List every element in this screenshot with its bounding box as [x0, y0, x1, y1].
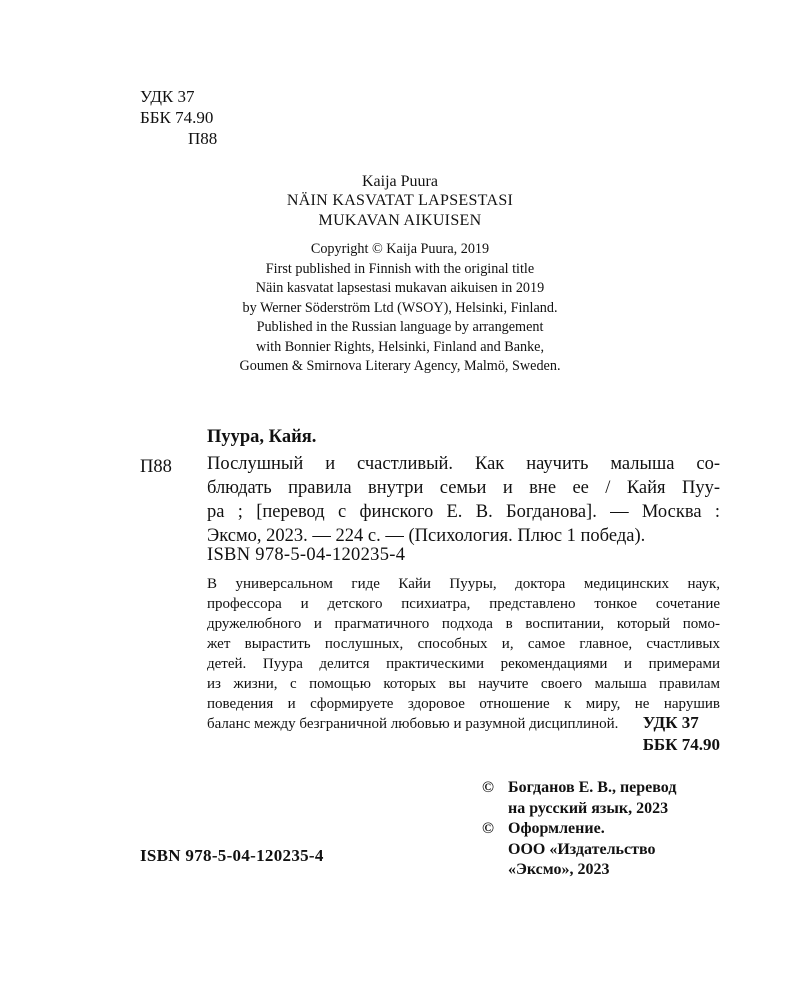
annotation-line: дружелюбного и прагматичного подхода в воспитании, который помо-: [207, 616, 720, 632]
bibliographic-line: блюдать правила внутри семьи и вне ее / Кайя Пуу-: [207, 478, 720, 498]
annotation-line: В универсальном гиде Кайи Пууры, доктора медицинских наук,: [207, 576, 720, 592]
bibliographic-description: [207, 452, 720, 548]
annotation-line: жет вырастить послушных, способных и, самое главное, счастливых: [207, 636, 720, 652]
bibliographic-line: Эксмо, 2023. — 224 с. — (Психология. Плюс 1 победа).: [207, 526, 646, 546]
copyright-line: First published in Finnish with the original title: [265, 260, 535, 277]
bbk-code: ББК 74.90: [140, 108, 214, 127]
annotation-line: профессора и детского психиатра, представлено тонкое сочетание: [207, 596, 720, 612]
bbk-code-right: ББК 74.90: [642, 735, 720, 754]
original-author: Kaija Puura: [362, 173, 438, 190]
rights-notice: [482, 778, 676, 881]
copyright-line: Published in the Russian language by arrangement: [256, 319, 544, 335]
isbn-record: ISBN 978-5-04-120235-4: [207, 545, 406, 565]
udk-code-right: УДК 37: [642, 713, 699, 732]
annotation: [207, 574, 720, 734]
copyright-line: with Bonnier Rights, Helsinki, Finland and Banke,: [255, 338, 545, 355]
isbn-bottom: ISBN 978-5-04-120235-4: [140, 846, 324, 865]
author-mark: П88: [188, 129, 218, 148]
bibliographic-line: Послушный и счастливый. Как научить малыша со-: [207, 454, 720, 474]
design-credit: Оформление.: [508, 820, 605, 837]
annotation-line: из жизни, с помощью которых вы научите своего малыша правилам: [207, 676, 720, 692]
translation-credit: Богданов Е. В., перевод: [508, 779, 677, 796]
copyright-line: Goumen & Smirnova Literary Agency, Malmö, Sweden.: [239, 358, 561, 374]
copyright-notice: [150, 240, 650, 377]
top-classification: [140, 86, 217, 149]
bibliographic-code: П88: [140, 457, 172, 477]
copyright-line: Copyright © Kaija Puura, 2019: [310, 241, 490, 257]
bibliographic-heading: Пуура, Кайя.: [207, 427, 317, 447]
copyright-symbol: ©: [482, 779, 494, 796]
original-title-line-2: MUKAVAN AIKUISEN: [318, 212, 482, 229]
original-credits: [150, 172, 650, 231]
copyright-line: by Werner Söderström Ltd (WSOY), Helsinki, Finland.: [242, 299, 558, 316]
annotation-line: детей. Пуура делится практическими рекомендациями и примерами: [207, 656, 720, 672]
design-credit-line-2: ООО «Издательство: [508, 840, 656, 858]
copyright-symbol: ©: [482, 820, 494, 837]
annotation-line: баланс между безграничной любовью и разумной дисциплиной.: [207, 716, 619, 732]
bibliographic-line: ра ; [перевод с финского Е. В. Богданова]. — Москва :: [207, 502, 720, 522]
translation-credit-line-2: на русский язык, 2023: [508, 799, 669, 817]
original-title-line-1: NÄIN KASVATAT LAPSESTASI: [286, 192, 514, 209]
udk-code: УДК 37: [140, 87, 195, 106]
annotation-line: поведения и сформируете здоровое отношение к миру, не нарушив: [207, 696, 720, 712]
right-classification: [643, 712, 720, 756]
design-credit-line-3: «Эксмо», 2023: [508, 861, 610, 878]
copyright-line: Näin kasvatat lapsestasi mukavan aikuisen in 2019: [255, 280, 545, 296]
